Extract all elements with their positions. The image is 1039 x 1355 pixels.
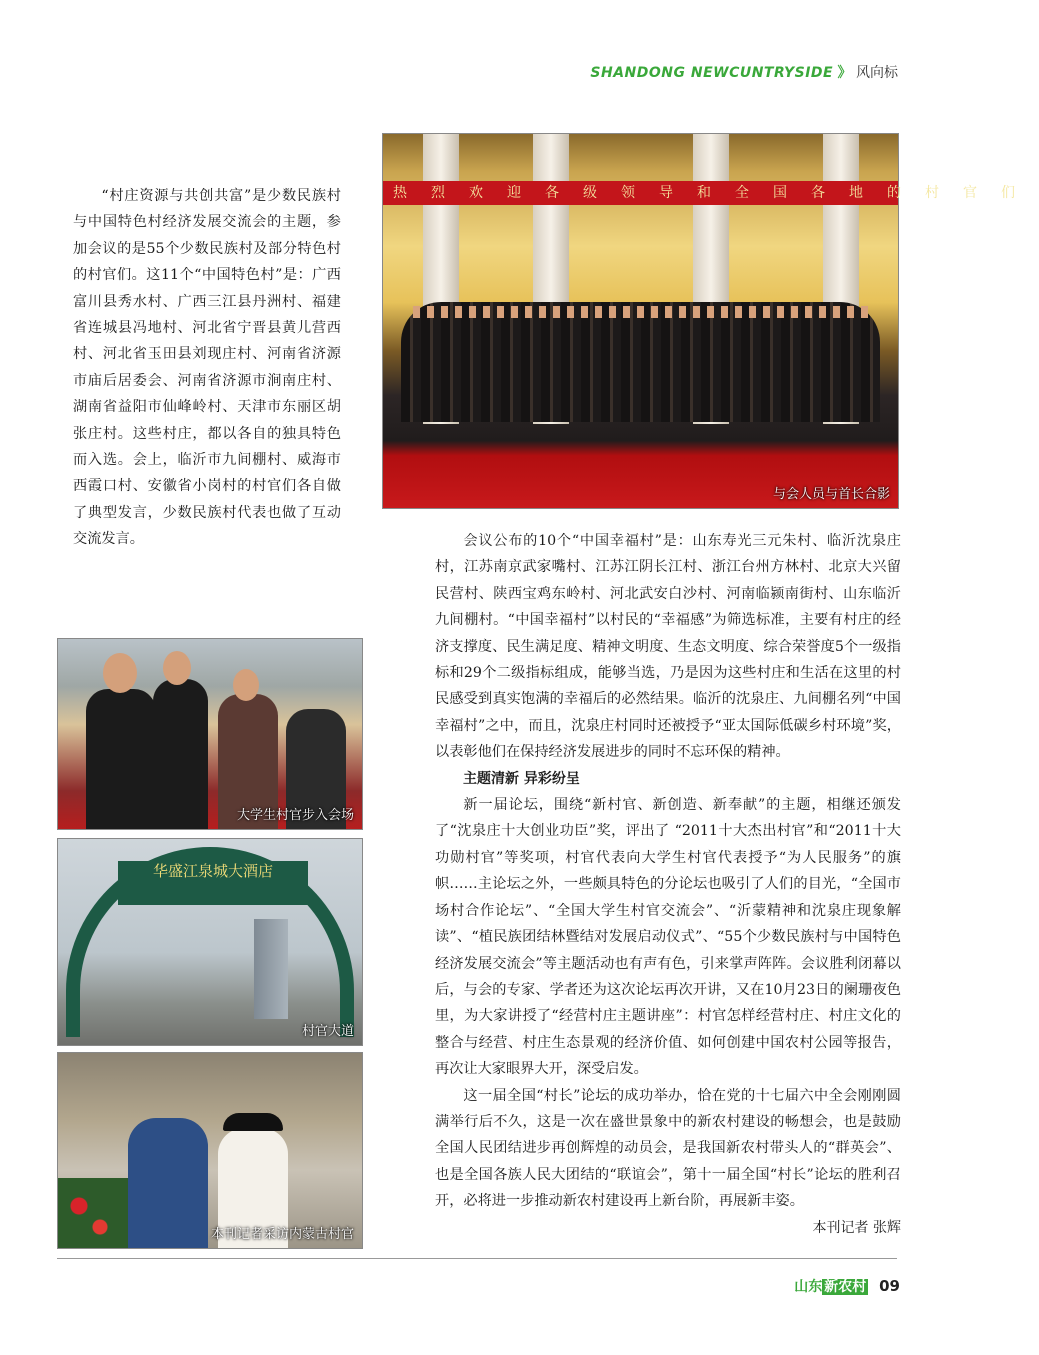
section-name: 风向标 xyxy=(856,65,898,81)
running-header xyxy=(590,62,898,82)
footer-logo xyxy=(794,1279,873,1295)
group-photo-caption: 与会人员与首长合影 xyxy=(772,487,890,502)
left-paragraph: “村庄资源与共创共富”是少数民族村与中国特色村经济发展交流会的主题，参加会议的是55个少数民族村及部分特色村的村官们。这11个“中国特色村”是：广西富川县秀水村、广西三江县丹洲村、福建省连城县冯地村、河北省宁晋县黄儿营西村、河北省玉田县刘现庄村、河南省济源市庙后居委会、河南省济源市涧南庄村、湖南省益阳市仙峰岭村、天津市东丽区胡张庄村。这些村庄，都以各自的独具特色而入选。会上，临沂市九间棚村、威海市西霞口村、安徽省小岗村的村官们各自做了典型发言，少数民族村代表也做了互动交流发言。 xyxy=(73,188,341,548)
welcome-banner: 热烈欢迎各级领导和全国各地的村官们 xyxy=(383,181,898,205)
byline: 本刊记者 张辉 xyxy=(812,1219,901,1236)
students-photo-caption: 大学生村官步入会场 xyxy=(236,808,354,823)
gate-photo xyxy=(57,838,363,1046)
page-footer xyxy=(794,1276,900,1296)
hotel-sign: 华盛江泉城大酒店 xyxy=(118,861,308,905)
right-paragraph-3: 这一届全国“村长”论坛的成功举办，恰在党的十七届六中全会刚刚圆满举行后不久，这是一次在盛世景象中的新农村建设的畅想会，也是鼓励全国人民团结进步再创辉煌的动员会，是我国新农村带头人的“群英会”、也是全国各族人民大团结的“联谊会”，第十一届全国“村长”论坛的胜利召开，必将进一步推动新农村建设再上新台阶，再展新丰姿。 xyxy=(435,1087,901,1210)
interview-photo xyxy=(57,1052,363,1249)
gate-photo-caption: 村官大道 xyxy=(301,1024,354,1039)
group-photo xyxy=(382,133,1039,509)
footer-divider xyxy=(57,1258,897,1259)
page-number: 09 xyxy=(879,1277,900,1295)
footer-logo-left: 山东 xyxy=(794,1279,823,1295)
students-photo xyxy=(57,638,363,830)
left-column xyxy=(73,183,341,553)
right-paragraph-1: 会议公布的10个“中国幸福村”是：山东寿光三元朱村、临沂沈泉庄村，江苏南京武家嘴村、江苏江阴长江村、浙江台州方林村、北京大兴留民营村、陕西宝鸡东岭村、河北武安白沙村、河南临颍南街村、山东临沂九间棚村。“中国幸福村”以村民的“幸福感”为筛选标准，主要有村庄的经济支撑度、民生满足度、精神文明度、生态文明度、综合荣誉度5个一级指标和29个二级指标组成，能够当选，乃是因为这些村庄和生活在这里的村民感受到真实饱满的幸福后的必然结果。临沂的沈泉庄、九间棚名列“中国幸福村”之中，而且，沈泉庄村同时还被授予“亚太国际低碳乡村环境”奖，以表彰他们在保持经济发展进步的同时不忘环保的精神。 xyxy=(435,533,901,761)
magazine-brand: SHANDONG NEWCUNTRYSIDE xyxy=(590,65,834,81)
right-paragraph-2: 新一届论坛，围绕“新村官、新创造、新奉献”的主题，相继还颁发了“沈泉庄十大创业功臣”奖，评出了 “2011十大杰出村官”和“2011十大功勋村官”等奖项，村官代表向大学生村官代表授予“为人民服务”的旗帜……主论坛之外，一些颇具特色的分论坛也吸引了人们的目光，“全国市场村合作论坛”、“全国大学生村官交流会”、“沂蒙精神和沈泉庄现象解读”、“植民族团结林暨结对发展启动仪式”、“55个少数民族村与中国特色经济发展交流会”等主题活动也有声有色，引来掌声阵阵。会议胜利闭幕以后，与会的专家、学者还为这次论坛再次开讲，又在10月23日的阑珊夜色里，为大家讲授了“经营村庄主题讲座”：村官怎样经营村庄、村庄文化的整合与经营、村庄生态景观的经济价值、如何创建中国农村公园等报告，再次让大家眼界大开，深受启发。 xyxy=(435,797,901,1078)
subheading: 主题清新 异彩纷呈 xyxy=(463,770,580,787)
header-separator: 》 xyxy=(837,65,852,81)
interview-photo-caption: 本刊记者采访内蒙古村官 xyxy=(210,1227,354,1242)
right-column xyxy=(435,528,901,1241)
footer-logo-right: 新农村 xyxy=(824,1279,867,1295)
